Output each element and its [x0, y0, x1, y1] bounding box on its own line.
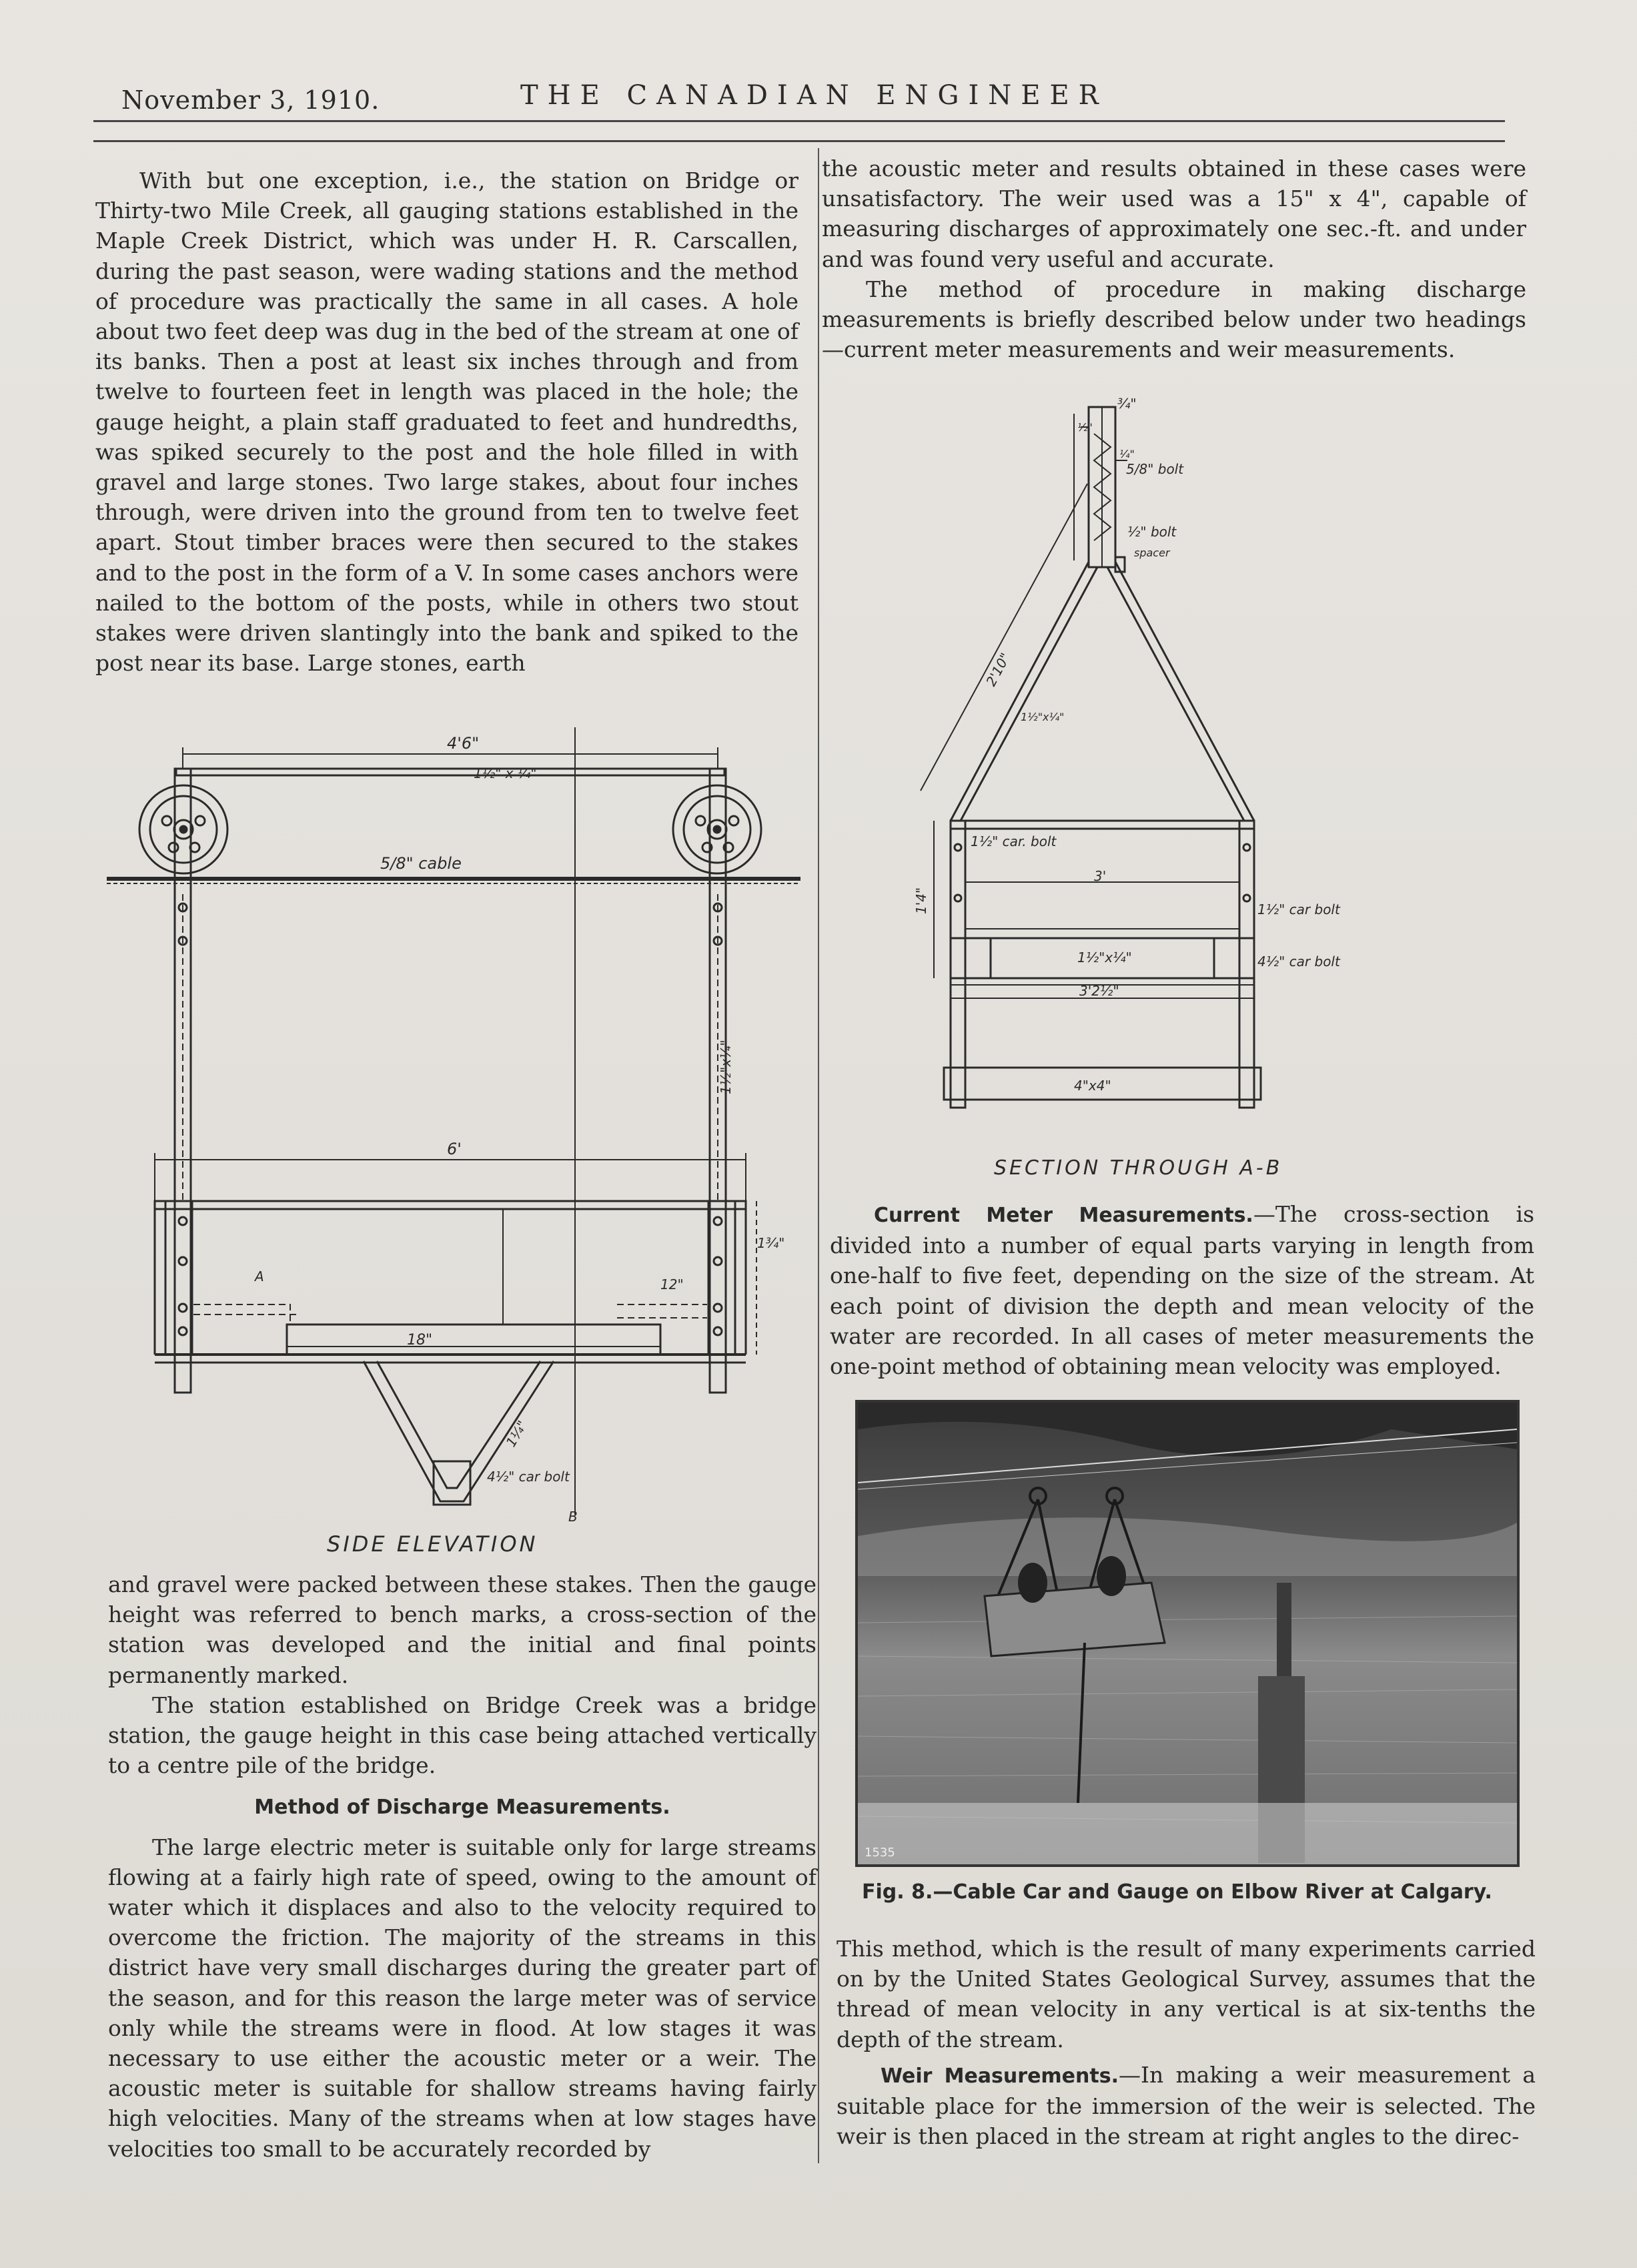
dim-3ft-label: 3' — [1094, 868, 1107, 884]
point-a-label: A — [255, 1268, 264, 1284]
right-para-2-text: The method of procedure in making discharge measurements is briefly described below under two headings—current meter measurements and weir measurements. — [822, 276, 1526, 363]
dim-quarter-label: ¼" — [1119, 448, 1135, 460]
weir-heading: Weir Measurements. — [881, 2064, 1119, 2088]
left-para-4-text: The large electric meter is suitable only for large streams flowing at a fairly high rate of speed, owing to the amount of water which it displaces and also to the velocity required to overcome the friction. The majority of the streams in this district have very small discharges during the greater part of the season, and for this reason the large meter was of service only while the streams were in flood. At low stages it was necessary to use either the acoustic meter or a weir. The acoustic meter is suitable for shallow streams having fairly high velocities. Many of the streams when at low stages have velocities too small to be accurately recorded by — [108, 1834, 816, 2162]
column-divider — [818, 148, 819, 2163]
current-meter-text: —The cross-section is divided into a number of equal parts varying in length from one-half to five feet, depending on the size of the stream. At each point of division the depth and mean velocity of the water are recorded. In all cases of meter measurements the one-point method of obtaining mean velocity was employed. — [830, 1201, 1535, 1380]
bolt-a-label: 5/8" bolt — [1126, 461, 1184, 477]
section-ab-caption: SECTION THROUGH A-B — [994, 1156, 1283, 1180]
hanger-bar-label: 1½"x¼" — [1021, 711, 1065, 723]
bolt-b-label: ½" bolt — [1127, 524, 1177, 540]
photo-plate-number: 1535 — [865, 1846, 895, 1860]
section-ab-drawing — [894, 387, 1428, 1188]
dim-top-label: 4'6" — [447, 734, 480, 753]
right-paragraph-1 — [822, 153, 1526, 364]
header-rule-bottom — [93, 140, 1505, 142]
bolt-label: 4½" car bolt — [487, 1469, 570, 1485]
car-bolt-lower-label: 4½" car bolt — [1257, 954, 1340, 970]
dim-width-label: 6' — [447, 1140, 462, 1158]
dim-right-label: 1¾" — [757, 1235, 785, 1251]
side-elevation-drawing — [100, 694, 807, 1561]
spacer-label: spacer — [1134, 546, 1170, 559]
left-para-2-text: and gravel were packed between these stakes. Then the gauge height was referred to bench marks, a cross-section of the station was developed and the initial and final points permanently marked. — [108, 1571, 816, 1688]
current-meter-heading: Current Meter Measurements. — [874, 1204, 1253, 1227]
cable-label: 5/8" cable — [380, 854, 462, 873]
current-meter-paragraph — [830, 1199, 1534, 1381]
photo-caption: Fig. 8.—Cable Car and Gauge on Elbow River at Calgary. — [862, 1880, 1492, 1904]
dim-top-member-label: 1½" x ¼" — [474, 765, 537, 781]
hanger-length-label: 2'10" — [983, 650, 1014, 689]
left-para-1-text: With but one exception, i.e., the station on Bridge or Thirty-two Mile Creek, all gauging stations established in the Maple Creek District, which was under H. R. Carscallen, during the past season, were wading stations and the method of procedure was practically the same in all cases. A hole about two feet deep was dug in the bed of the stream at one of its banks. Then a post at least six inches through and from twelve to fourteen feet in length was placed in the hole; the gauge height, a plain staff graduated to feet and hundredths, was spiked securely to the post and the hole filled in with gravel and large stones. Two large stakes, about four inches through, were driven into the ground from ten to twelve feet apart. Stout timber braces were then secured to the stakes and to the post in the form of a V. In some cases anchors were nailed to the bottom of the posts, while in others two stout stakes were driven slantingly into the bank and spiked to the post near its base. Large stones, earth — [95, 167, 798, 677]
point-b-label: B — [568, 1509, 578, 1525]
right-para-1-text: the acoustic meter and results obtained in these cases were unsatisfactory. The weir used was a 15" x 4", capable of measuring discharges of approximately one sec.-ft. and under and was found very useful and accurate. — [822, 155, 1526, 272]
header-journal-title: THE CANADIAN ENGINEER — [520, 80, 1108, 111]
right-para-after-photo: This method, which is the result of many experiments carried on by the United States Geological Survey, assumes that the thread of mean velocity in any vertical is at six-tenths the depth of the stream. — [837, 1936, 1536, 2052]
car-bolt-right-label: 1½" car bolt — [1257, 901, 1340, 917]
car-bolt-left-label: 1½" car. bolt — [971, 833, 1057, 849]
hanger-top-label: ¾" — [1117, 396, 1137, 412]
side-elevation-caption: SIDE ELEVATION — [327, 1531, 538, 1557]
cable-car-photo-image — [858, 1403, 1517, 1864]
header-rule-top — [93, 120, 1505, 122]
timber-dim-label: 4"x4" — [1074, 1078, 1111, 1094]
weir-text: —In making a weir measurement a suitable place for the immersion of the weir is selected. The weir is then placed in the stream at right angles to the direc- — [837, 2061, 1536, 2150]
side-dim-label: 1'4" — [913, 887, 929, 914]
dim-12-label: 12" — [660, 1276, 684, 1292]
left-paragraph-1 — [95, 165, 798, 678]
header-date: November 3, 1910. — [121, 85, 380, 115]
section-heading-discharge: Method of Discharge Measurements. — [254, 1796, 670, 1820]
left-para-3-text: The station established on Bridge Creek was a bridge station, the gauge height in this case being attached vertically to a centre pile of the bridge. — [108, 1691, 816, 1779]
dim-bar-label: 1½"x¼" — [1077, 950, 1132, 966]
dim-post-label: 1½"x¼" — [718, 1040, 734, 1094]
left-paragraph-2 — [108, 1569, 816, 2164]
pulley-right-icon — [673, 785, 761, 873]
dim-brace-label: 1¼" — [502, 1417, 530, 1450]
dim-3-2-label: 3'2½" — [1079, 983, 1119, 999]
dim-18-label: 18" — [407, 1332, 433, 1349]
cable-car-photo — [855, 1400, 1520, 1867]
dim-half-label: ½" — [1077, 421, 1093, 434]
right-bottom-paragraph — [837, 1934, 1536, 2151]
pulley-left-icon — [139, 785, 227, 873]
